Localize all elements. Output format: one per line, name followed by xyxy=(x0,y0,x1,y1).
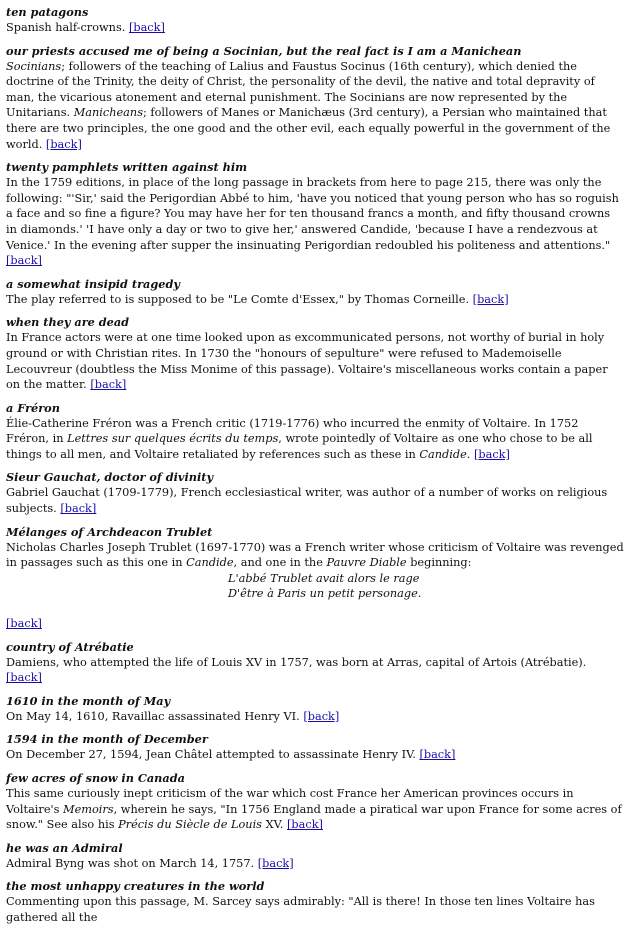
back-link[interactable]: [back] xyxy=(257,856,294,870)
note-heading: country of Atrébatie xyxy=(6,639,134,654)
note-1594-december xyxy=(6,731,624,763)
back-link[interactable]: [back] xyxy=(303,709,340,723)
note-gauchat xyxy=(6,469,624,516)
back-link[interactable]: [back] xyxy=(6,671,42,685)
note-body: Damiens, who attempted the life of Louis XV in 1757, was born at Arras, capital of Artois (Atrébatie). [back] xyxy=(6,655,587,685)
back-link[interactable]: [back] xyxy=(45,137,82,151)
verse-line: D'être à Paris un petit personage. xyxy=(228,587,422,601)
note-heading: when they are dead xyxy=(6,315,130,330)
back-link[interactable]: [back] xyxy=(472,292,509,306)
note-body: The play referred to is supposed to be "Le Comte d'Essex," by Thomas Corneille. [back] xyxy=(6,292,509,306)
note-body: Admiral Byng was shot on March 14, 1757. [back] xyxy=(6,856,294,870)
note-freron xyxy=(6,400,624,463)
note-heading: 1594 in the month of December xyxy=(6,732,208,747)
note-atrebatie xyxy=(6,639,624,686)
note-heading: Sieur Gauchat, doctor of divinity xyxy=(6,470,214,485)
note-heading: twenty pamphlets written against him xyxy=(6,160,248,175)
note-heading: a Fréron xyxy=(6,400,60,415)
back-link[interactable]: [back] xyxy=(419,748,456,762)
note-body: On May 14, 1610, Ravaillac assassinated Henry VI. [back] xyxy=(6,709,340,723)
note-heading: the most unhappy creatures in the world xyxy=(6,879,265,894)
note-heading: he was an Admiral xyxy=(6,840,123,855)
back-link[interactable]: [back] xyxy=(128,21,165,34)
note-body: Gabriel Gauchat (1709-1779), French ecclesiastical writer, was author of a number of works on religious subjects. [back] xyxy=(6,486,608,516)
note-heading: our priests accused me of being a Socinian, but the real fact is I am a Manichean xyxy=(6,43,522,58)
note-1610-may xyxy=(6,693,624,725)
note-body: In the 1759 editions, in place of the long passage in brackets from here to page 215, there was only the following: "'Sir,' said the Perigordian Abbé to him, 'have you noticed that young person who has so roguish a face and so fine a figure? You may have her for ten thousand francs a month, and fifty thousand crowns in diamonds.' 'I have only a day or two to give her,' answered Candide, 'because I have a rendezvous at Venice.' In the evening after supper the insinuating Perigordian redoubled his politeness and attentions." [back] xyxy=(6,176,619,268)
note-heading: few acres of snow in Canada xyxy=(6,771,185,785)
note-body: Élie-Catherine Fréron was a French critic (1719-1776) who incurred the enmity of Voltaire. In 1752 Fréron, in Lettres sur quelques écrits du temps, wrote pointedly of Voltaire as one who chose to be all things to all men, and Voltaire retaliated by references such as these in Candide. [back] xyxy=(6,416,593,461)
back-link[interactable]: [back] xyxy=(90,378,127,392)
note-acres-of-snow xyxy=(6,770,624,833)
note-trublet xyxy=(6,524,624,632)
note-body: Commenting upon this passage, M. Sarcey says admirably: "All is there! In those ten lines Voltaire has gathered all the xyxy=(6,895,595,924)
note-twenty-pamphlets xyxy=(6,159,624,269)
note-heading: a somewhat insipid tragedy xyxy=(6,276,180,291)
verse-line: L'abbé Trublet avait alors le rage xyxy=(228,571,420,585)
back-link[interactable]: [back] xyxy=(473,447,510,461)
note-body: On December 27, 1594, Jean Châtel attempted to assassinate Henry IV. [back] xyxy=(6,748,456,762)
note-ten-patagons xyxy=(6,4,624,36)
back-link[interactable]: [back] xyxy=(6,617,42,631)
note-body: Spanish half-crowns. [back] xyxy=(6,21,165,34)
note-insipid-tragedy xyxy=(6,276,624,308)
note-heading: 1610 in the month of May xyxy=(6,693,171,708)
note-admiral xyxy=(6,840,624,872)
note-body: This same curiously inept criticism of the war which cost France her American provinces occurs in Voltaire's Memoirs, wherein he says, "In 1756 England made a piratical war upon France for some acres of snow." See also his Précis du Siècle de Louis XV. [back] xyxy=(6,787,622,832)
note-unhappy-creatures xyxy=(6,878,624,925)
note-body: Socinians; followers of the teaching of Lalius and Faustus Socinus (16th century), which denied the doctrine of the Trinity, the deity of Christ, the personality of the devil, the native and total depravity of man, the vicarious atonement and eternal punishment. The Socinians are now represented by the Unitarians. Manicheans; followers of Manes or Manichæus (3rd century), a Persian who maintained that there are two principles, the one good and the other evil, each equally powerful in the government of the world. [back] xyxy=(6,59,611,151)
note-when-dead xyxy=(6,314,624,392)
note-body: Nicholas Charles Joseph Trublet (1697-1770) was a French writer whose criticism of Voltaire was revenged in passages such as this one in Candide, and one in the Pauvre Diable beginning: xyxy=(6,540,624,570)
back-link[interactable]: [back] xyxy=(6,254,42,268)
note-heading: ten patagons xyxy=(6,5,89,19)
back-link[interactable]: [back] xyxy=(60,502,97,516)
note-heading: Mélanges of Archdeacon Trublet xyxy=(6,524,213,539)
back-link[interactable]: [back] xyxy=(287,818,323,832)
note-body: In France actors were at one time looked upon as excommunicated persons, not worthy of burial in holy ground or with Christian rites. In 1730 the "honours of sepulture" were refused to Mademoiselle Lecouvreur (doubtless the Miss Monime of this passage). Voltaire's miscellaneous works contain a paper on the matter. [back] xyxy=(6,331,608,392)
note-socinian xyxy=(6,43,624,153)
back-paragraph xyxy=(6,616,624,632)
